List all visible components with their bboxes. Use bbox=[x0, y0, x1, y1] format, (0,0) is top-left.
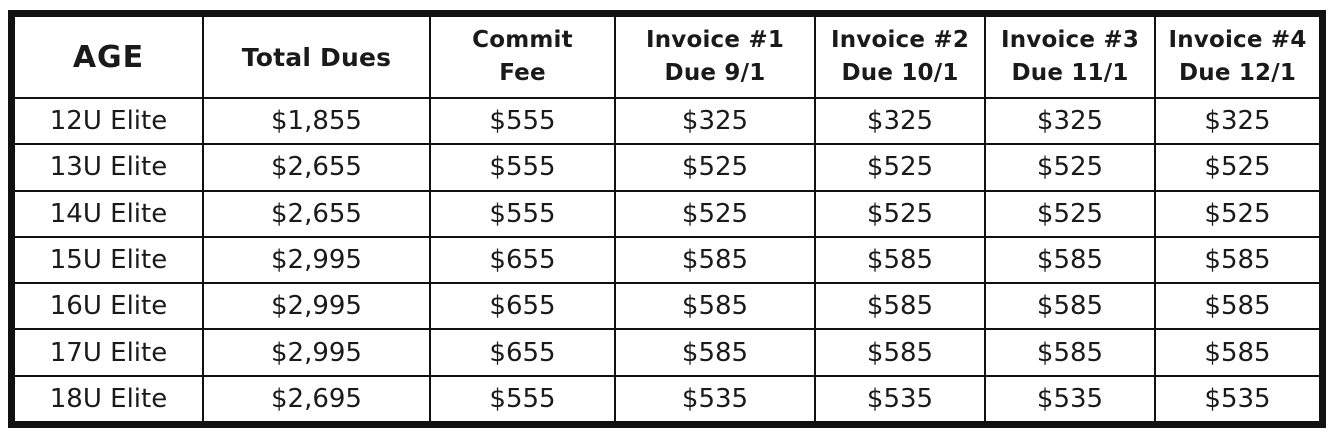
cell-commit-fee: $655 bbox=[430, 237, 615, 283]
cell-invoice-4: $585 bbox=[1155, 283, 1319, 329]
dues-table bbox=[15, 17, 1319, 421]
cell-invoice-3: $525 bbox=[985, 191, 1155, 237]
cell-invoice-1: $585 bbox=[615, 329, 815, 375]
header-invoice-3: Invoice #3 Due 11/1 bbox=[985, 17, 1155, 98]
cell-invoice-1: $525 bbox=[615, 191, 815, 237]
header-invoice-2: Invoice #2 Due 10/1 bbox=[815, 17, 985, 98]
cell-invoice-3: $525 bbox=[985, 144, 1155, 190]
cell-total-dues: $2,995 bbox=[203, 283, 430, 329]
cell-age: 13U Elite bbox=[15, 144, 203, 190]
cell-invoice-3: $325 bbox=[985, 98, 1155, 144]
cell-commit-fee: $555 bbox=[430, 98, 615, 144]
cell-commit-fee: $555 bbox=[430, 144, 615, 190]
dues-table-frame bbox=[8, 10, 1326, 428]
cell-invoice-3: $585 bbox=[985, 283, 1155, 329]
cell-invoice-4: $535 bbox=[1155, 376, 1319, 421]
table-row bbox=[15, 237, 1319, 283]
cell-total-dues: $2,655 bbox=[203, 191, 430, 237]
cell-invoice-1: $585 bbox=[615, 283, 815, 329]
table-row bbox=[15, 98, 1319, 144]
cell-invoice-4: $525 bbox=[1155, 144, 1319, 190]
cell-invoice-1: $535 bbox=[615, 376, 815, 421]
table-row bbox=[15, 191, 1319, 237]
cell-total-dues: $2,655 bbox=[203, 144, 430, 190]
table-row bbox=[15, 329, 1319, 375]
cell-age: 14U Elite bbox=[15, 191, 203, 237]
cell-invoice-3: $535 bbox=[985, 376, 1155, 421]
cell-total-dues: $1,855 bbox=[203, 98, 430, 144]
header-invoice-1: Invoice #1 Due 9/1 bbox=[615, 17, 815, 98]
header-row bbox=[15, 17, 1319, 98]
cell-invoice-2: $585 bbox=[815, 329, 985, 375]
cell-invoice-2: $535 bbox=[815, 376, 985, 421]
cell-age: 17U Elite bbox=[15, 329, 203, 375]
cell-invoice-1: $525 bbox=[615, 144, 815, 190]
cell-invoice-1: $585 bbox=[615, 237, 815, 283]
cell-commit-fee: $555 bbox=[430, 191, 615, 237]
cell-invoice-1: $325 bbox=[615, 98, 815, 144]
header-total-dues: Total Dues bbox=[203, 17, 430, 98]
header-invoice-4: Invoice #4 Due 12/1 bbox=[1155, 17, 1319, 98]
cell-invoice-2: $525 bbox=[815, 144, 985, 190]
cell-commit-fee: $555 bbox=[430, 376, 615, 421]
cell-invoice-4: $585 bbox=[1155, 329, 1319, 375]
table-row bbox=[15, 283, 1319, 329]
cell-age: 16U Elite bbox=[15, 283, 203, 329]
cell-invoice-4: $525 bbox=[1155, 191, 1319, 237]
cell-age: 18U Elite bbox=[15, 376, 203, 421]
header-age: AGE bbox=[15, 17, 203, 98]
cell-age: 15U Elite bbox=[15, 237, 203, 283]
cell-invoice-2: $325 bbox=[815, 98, 985, 144]
cell-total-dues: $2,695 bbox=[203, 376, 430, 421]
cell-invoice-4: $585 bbox=[1155, 237, 1319, 283]
cell-invoice-2: $525 bbox=[815, 191, 985, 237]
cell-age: 12U Elite bbox=[15, 98, 203, 144]
table-row bbox=[15, 376, 1319, 421]
cell-total-dues: $2,995 bbox=[203, 237, 430, 283]
table-row bbox=[15, 144, 1319, 190]
cell-invoice-3: $585 bbox=[985, 237, 1155, 283]
cell-invoice-2: $585 bbox=[815, 283, 985, 329]
cell-invoice-3: $585 bbox=[985, 329, 1155, 375]
header-commit-fee: Commit Fee bbox=[430, 17, 615, 98]
cell-invoice-4: $325 bbox=[1155, 98, 1319, 144]
cell-invoice-2: $585 bbox=[815, 237, 985, 283]
cell-commit-fee: $655 bbox=[430, 329, 615, 375]
cell-total-dues: $2,995 bbox=[203, 329, 430, 375]
cell-commit-fee: $655 bbox=[430, 283, 615, 329]
